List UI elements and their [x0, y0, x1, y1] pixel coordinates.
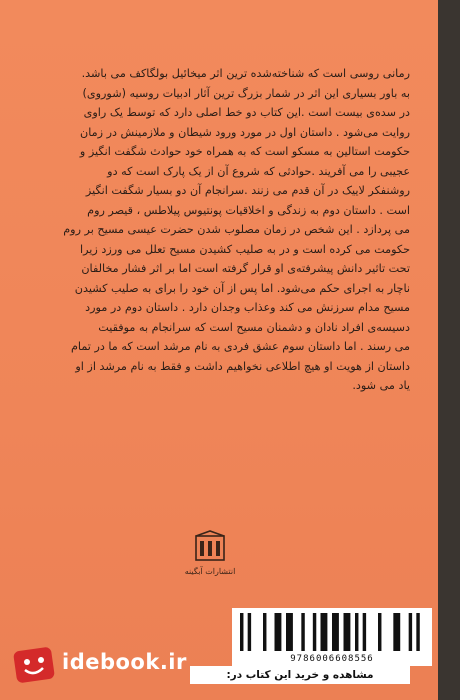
blurb-line: به باور بسیاری این اثر در شمار بزرگ ترین آثار ادبیات روسیه (شوروی)	[82, 86, 410, 100]
watermark-banner	[0, 640, 438, 688]
blurb-line: در سده‌ی بیست است .این کتاب دو خط اصلی دارد که توسط یک راوی	[83, 106, 410, 119]
blurb-line: می رسند . اما داستان سوم عشق فردی به نام مرشد است که ما در تمام	[70, 340, 410, 353]
blurb-line: دسیسه‌ی افراد نادان و دشمنان مسیح است که سرانجام به موفقیت	[98, 320, 410, 334]
blurb-line: می پردازد . این شخص در زمان مصلوب شدن حضرت عیسی مسیح بر روم	[63, 223, 410, 236]
blurb-line: ناچار به اجرای حکم می‌شود. اما پس از آن خود را برای به صلیب کشیدن	[74, 281, 410, 295]
watermark-site[interactable]: idebook.ir	[62, 650, 187, 674]
blurb-line: حکومت استالین به مسکو است که به همراه خود حوادث شگفت انگیز و	[79, 145, 410, 158]
blurb-line: مسیح مدام سرزنش می کند وعذاب وجدان دارد . داستان دوم در مورد	[85, 301, 410, 314]
blurb-text	[30, 64, 410, 396]
blurb-line: رمانی روسی است که شناخته‌شده ترین اثر میخائیل بولگاکف می باشد.	[81, 67, 410, 80]
blurb-line: یاد می شود.	[352, 379, 410, 392]
blurb-line: عجیبی را می آفریند .حوادثی که شروع آن از یک پارک است که دو	[107, 164, 410, 178]
publisher-logo	[175, 530, 245, 590]
publisher-name: انتشارات آبگینه	[184, 567, 236, 576]
watermark-caption: مشاهده و خرید این کتاب در:	[190, 666, 410, 684]
blurb-line: است . داستان دوم به زندگی و اخلاقیات پونتیوس پیلاطس ، قیصر روم	[87, 203, 410, 217]
red-sticker-icon	[12, 646, 56, 688]
book-spine	[438, 0, 460, 700]
book-building-icon	[193, 530, 227, 564]
blurb-line: تحت تاثیر دانش پیشرفته‌ی او قرار گرفته است اما بر اثر فشار مخالفان	[81, 262, 410, 275]
blurb-line: حکومت می کرده است و در به صلیب کشیدن مسیح تعلل می ورزد زیرا	[79, 242, 410, 256]
blurb-line: داستان از هویت او هیچ اطلاعی نخواهیم داشت و فقط به نام مرشد از او	[75, 359, 410, 373]
barcode-number: 9786006608556	[290, 654, 374, 664]
blurb-line: روایت می‌شود . داستان اول در مورد ورود شیطان و ملازمینش در زمان	[80, 125, 410, 139]
blurb-line: روشنفکر لاییک در آن قدم می زنند .سرانجام آن دو بسیار شگفت انگیز	[85, 184, 410, 197]
